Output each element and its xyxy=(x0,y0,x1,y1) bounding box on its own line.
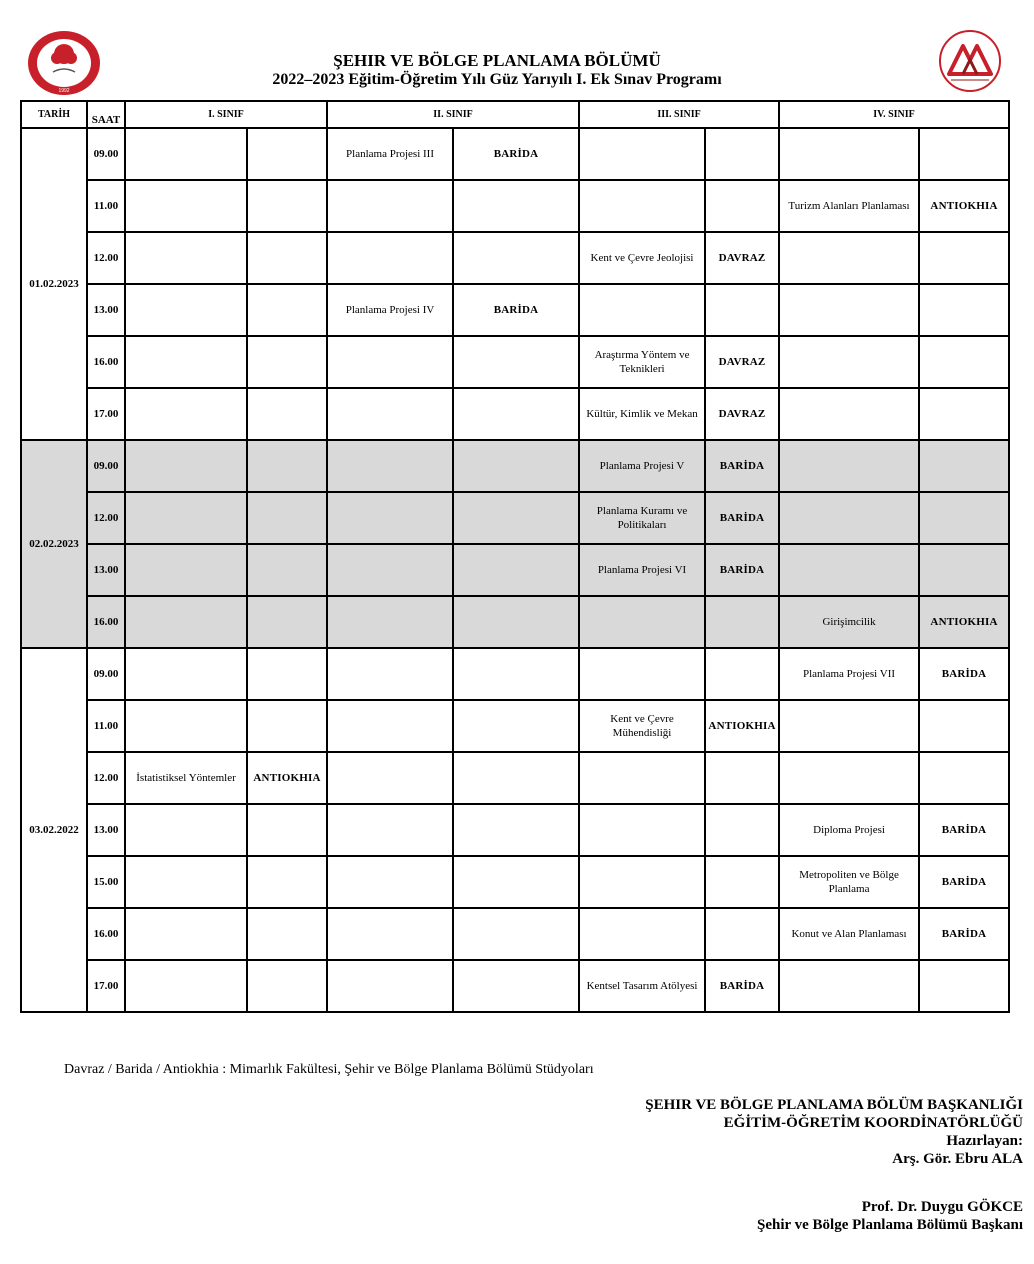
table-row xyxy=(21,128,1009,180)
room-cell xyxy=(453,804,579,856)
course-cell xyxy=(579,804,705,856)
room-cell xyxy=(453,648,579,700)
course-cell xyxy=(779,492,919,544)
room-cell xyxy=(919,388,1009,440)
course-cell: Planlama Kuramı ve Politikaları xyxy=(579,492,705,544)
course-cell: Kent ve Çevre Mühendisliği xyxy=(579,700,705,752)
course-cell: Planlama Projesi VI xyxy=(579,544,705,596)
room-cell xyxy=(705,284,779,336)
course-cell: Kent ve Çevre Jeolojisi xyxy=(579,232,705,284)
room-cell: BARİDA xyxy=(919,908,1009,960)
table-row xyxy=(21,596,1009,648)
room-cell xyxy=(247,180,327,232)
course-cell: Planlama Projesi VII xyxy=(779,648,919,700)
room-cell xyxy=(453,960,579,1012)
course-cell: Konut ve Alan Planlaması xyxy=(779,908,919,960)
course-cell xyxy=(125,804,247,856)
course-cell: Araştırma Yöntem ve Teknikleri xyxy=(579,336,705,388)
room-cell: BARİDA xyxy=(919,804,1009,856)
room-cell xyxy=(705,128,779,180)
time-cell: 09.00 xyxy=(87,440,125,492)
table-row xyxy=(21,856,1009,908)
table-row xyxy=(21,180,1009,232)
room-cell xyxy=(705,908,779,960)
course-cell xyxy=(327,960,453,1012)
table-row xyxy=(21,804,1009,856)
room-cell xyxy=(919,960,1009,1012)
room-cell xyxy=(453,752,579,804)
table-row xyxy=(21,752,1009,804)
table-row xyxy=(21,284,1009,336)
table-row xyxy=(21,908,1009,960)
room-cell xyxy=(247,388,327,440)
room-cell xyxy=(247,128,327,180)
time-cell: 11.00 xyxy=(87,180,125,232)
course-cell xyxy=(125,336,247,388)
course-cell: Planlama Projesi III xyxy=(327,128,453,180)
course-cell xyxy=(327,804,453,856)
course-cell xyxy=(125,128,247,180)
room-cell: ANTIOKHIA xyxy=(919,180,1009,232)
room-cell xyxy=(453,856,579,908)
room-cell xyxy=(453,544,579,596)
time-cell: 13.00 xyxy=(87,544,125,596)
signature-line-3: Hazırlayan: xyxy=(946,1133,1023,1149)
room-cell xyxy=(453,180,579,232)
tarih-header: TARİH xyxy=(21,101,87,128)
table-row xyxy=(21,440,1009,492)
course-cell: Planlama Projesi V xyxy=(579,440,705,492)
time-cell: 13.00 xyxy=(87,284,125,336)
room-cell xyxy=(247,960,327,1012)
course-cell xyxy=(125,648,247,700)
room-cell: DAVRAZ xyxy=(705,336,779,388)
course-cell xyxy=(579,596,705,648)
room-cell xyxy=(919,336,1009,388)
signature-line-1: ŞEHIR VE BÖLGE PLANLAMA BÖLÜM BAŞKANLIĞI xyxy=(645,1097,1023,1113)
course-cell xyxy=(125,596,247,648)
time-cell: 17.00 xyxy=(87,388,125,440)
room-cell: BARİDA xyxy=(705,492,779,544)
room-cell: BARİDA xyxy=(705,960,779,1012)
room-cell: ANTIOKHIA xyxy=(247,752,327,804)
room-cell xyxy=(453,440,579,492)
room-cell: BARİDA xyxy=(705,544,779,596)
time-cell: 09.00 xyxy=(87,128,125,180)
course-cell: Diploma Projesi xyxy=(779,804,919,856)
course-cell xyxy=(327,700,453,752)
course-cell xyxy=(125,180,247,232)
room-cell xyxy=(705,804,779,856)
time-cell: 12.00 xyxy=(87,752,125,804)
course-cell xyxy=(125,856,247,908)
course-cell xyxy=(579,180,705,232)
table-row xyxy=(21,960,1009,1012)
course-cell xyxy=(779,284,919,336)
room-cell xyxy=(919,232,1009,284)
room-cell xyxy=(919,752,1009,804)
room-cell: BARİDA xyxy=(453,284,579,336)
course-cell xyxy=(579,856,705,908)
room-cell: ANTIOKHIA xyxy=(919,596,1009,648)
course-cell xyxy=(125,492,247,544)
course-cell xyxy=(125,388,247,440)
exam-schedule-table xyxy=(20,100,1010,1013)
course-cell xyxy=(779,960,919,1012)
room-cell: BARİDA xyxy=(705,440,779,492)
date-cell: 01.02.2023 xyxy=(21,128,87,440)
course-cell xyxy=(327,492,453,544)
course-cell: Planlama Projesi IV xyxy=(327,284,453,336)
room-cell xyxy=(247,544,327,596)
room-cell: DAVRAZ xyxy=(705,232,779,284)
course-cell: Kültür, Kimlik ve Mekan xyxy=(579,388,705,440)
course-cell: İstatistiksel Yöntemler xyxy=(125,752,247,804)
room-cell xyxy=(247,492,327,544)
room-cell xyxy=(453,336,579,388)
room-cell: BARİDA xyxy=(919,856,1009,908)
course-cell: Kentsel Tasarım Atölyesi xyxy=(579,960,705,1012)
room-cell xyxy=(247,336,327,388)
course-cell xyxy=(779,544,919,596)
room-cell xyxy=(247,232,327,284)
room-cell: DAVRAZ xyxy=(705,388,779,440)
room-cell xyxy=(453,232,579,284)
course-cell xyxy=(327,232,453,284)
signature-line-2: EĞİTİM-ÖĞRETİM KOORDİNATÖRLÜĞÜ xyxy=(723,1115,1023,1131)
class-3-header: III. SINIF xyxy=(579,101,779,128)
room-cell xyxy=(453,492,579,544)
room-cell xyxy=(453,908,579,960)
room-cell xyxy=(705,856,779,908)
course-cell xyxy=(327,648,453,700)
faculty-logo xyxy=(937,30,1003,92)
course-cell xyxy=(125,908,247,960)
course-cell xyxy=(579,648,705,700)
room-cell xyxy=(453,388,579,440)
course-cell: Metropoliten ve Bölge Planlama xyxy=(779,856,919,908)
room-cell xyxy=(919,440,1009,492)
course-cell xyxy=(327,544,453,596)
saat-header: SAAT xyxy=(87,101,125,128)
room-legend-note: Davraz / Barida / Antiokhia : Mimarlık Fakültesi, Şehir ve Bölge Planlama Bölümü Stüdyoları xyxy=(64,1062,594,1077)
date-cell: 02.02.2023 xyxy=(21,440,87,648)
table-row xyxy=(21,700,1009,752)
course-cell xyxy=(579,908,705,960)
course-cell xyxy=(779,128,919,180)
room-cell xyxy=(705,752,779,804)
time-cell: 12.00 xyxy=(87,492,125,544)
table-row xyxy=(21,544,1009,596)
room-cell xyxy=(247,284,327,336)
room-cell: BARİDA xyxy=(919,648,1009,700)
room-cell xyxy=(919,128,1009,180)
room-cell: BARİDA xyxy=(453,128,579,180)
head-signature-block xyxy=(757,1198,1023,1234)
course-cell xyxy=(327,908,453,960)
table-row xyxy=(21,232,1009,284)
room-cell xyxy=(919,544,1009,596)
room-cell xyxy=(247,908,327,960)
room-cell xyxy=(705,596,779,648)
course-cell xyxy=(779,336,919,388)
room-cell xyxy=(247,440,327,492)
coordinator-signature-block xyxy=(645,1096,1023,1168)
head-name: Prof. Dr. Duygu GÖKCE xyxy=(861,1199,1023,1215)
department-title: ŞEHIR VE BÖLGE PLANLAMA BÖLÜMÜ xyxy=(333,51,661,70)
class-4-header: IV. SINIF xyxy=(779,101,1009,128)
room-cell xyxy=(705,648,779,700)
course-cell xyxy=(327,752,453,804)
room-cell xyxy=(247,700,327,752)
course-cell xyxy=(779,388,919,440)
head-title: Şehir ve Bölge Planlama Bölümü Başkanı xyxy=(756,1217,1023,1233)
course-cell xyxy=(579,752,705,804)
room-cell xyxy=(247,804,327,856)
course-cell xyxy=(779,700,919,752)
time-cell: 16.00 xyxy=(87,336,125,388)
course-cell xyxy=(327,440,453,492)
course-cell: Girişimcilik xyxy=(779,596,919,648)
class-2-header: II. SINIF xyxy=(327,101,579,128)
course-cell xyxy=(125,544,247,596)
time-cell: 13.00 xyxy=(87,804,125,856)
course-cell xyxy=(327,856,453,908)
course-cell xyxy=(125,284,247,336)
course-cell xyxy=(327,388,453,440)
room-cell xyxy=(247,648,327,700)
svg-text:1992: 1992 xyxy=(58,88,70,94)
room-cell xyxy=(453,700,579,752)
course-cell xyxy=(125,700,247,752)
course-cell xyxy=(327,596,453,648)
table-row xyxy=(21,648,1009,700)
course-cell xyxy=(579,128,705,180)
course-cell: Turizm Alanları Planlaması xyxy=(779,180,919,232)
course-cell xyxy=(779,232,919,284)
room-cell xyxy=(919,700,1009,752)
table-row xyxy=(21,336,1009,388)
course-cell xyxy=(125,440,247,492)
room-cell xyxy=(919,284,1009,336)
table-header-row xyxy=(21,101,1009,128)
signature-line-4: Arş. Gör. Ebru ALA xyxy=(892,1151,1023,1167)
room-cell xyxy=(453,596,579,648)
time-cell: 15.00 xyxy=(87,856,125,908)
time-cell: 16.00 xyxy=(87,908,125,960)
room-cell xyxy=(705,180,779,232)
time-cell: 12.00 xyxy=(87,232,125,284)
time-cell: 11.00 xyxy=(87,700,125,752)
time-cell: 17.00 xyxy=(87,960,125,1012)
table-row xyxy=(21,388,1009,440)
time-cell: 16.00 xyxy=(87,596,125,648)
course-cell xyxy=(125,232,247,284)
course-cell xyxy=(779,440,919,492)
class-1-header: I. SINIF xyxy=(125,101,327,128)
course-cell xyxy=(125,960,247,1012)
university-seal-logo xyxy=(27,30,101,96)
room-cell: ANTIOKHIA xyxy=(705,700,779,752)
course-cell xyxy=(779,752,919,804)
date-cell: 03.02.2022 xyxy=(21,648,87,1012)
program-title: 2022–2023 Eğitim-Öğretim Yılı Güz Yarıyılı I. Ek Sınav Programı xyxy=(272,71,722,88)
course-cell xyxy=(327,336,453,388)
room-cell xyxy=(247,856,327,908)
time-cell: 09.00 xyxy=(87,648,125,700)
course-cell xyxy=(579,284,705,336)
course-cell xyxy=(327,180,453,232)
room-cell xyxy=(247,596,327,648)
table-row xyxy=(21,492,1009,544)
room-cell xyxy=(919,492,1009,544)
